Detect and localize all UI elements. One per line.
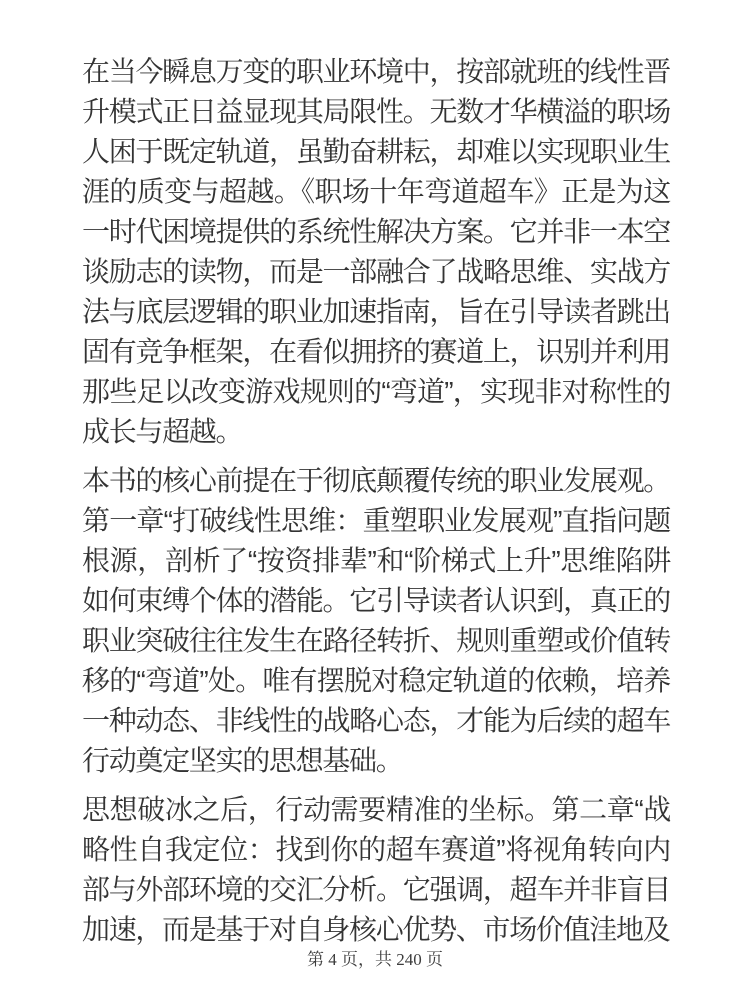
body-paragraph-3: 思想破冰之后，行动需要精准的坐标。第二章“战略性自我定位：找到你的超车赛道”将视角转向内部与外部环境的交汇分析。它强调，超车并非盲目加速，而是基于对自身核心优势、市场价值洼地及 <box>82 794 670 945</box>
body-paragraph-2: 本书的核心前提在于彻底颠覆传统的职业发展观。第一章“打破线性思维：重塑职业发展观”直指问题根源，剖析了“按资排辈”和“阶梯式上升”思维陷阱如何束缚个体的潜能。它引导读者认识到，真正的职业突破往往发生在路径转折、规则重塑或价值转移的“弯道”处。唯有摆脱对稳定轨道的依赖，培养一种动态、非线性的战略心态，才能为后续的超车行动奠定坚实的思想基础。 <box>82 465 670 776</box>
page-number-footer: 第 4 页，共 240 页 <box>307 950 443 969</box>
page-body-text <box>82 52 670 959</box>
body-paragraph-1: 在当今瞬息万变的职业环境中，按部就班的线性晋升模式正日益显现其局限性。无数才华横溢的职场人困于既定轨道，虽勤奋耕耘，却难以实现职业生涯的质变与超越。《职场十年弯道超车》正是为这一时代困境提供的系统性解决方案。它并非一本空谈励志的读物，而是一部融合了战略思维、实战方法与底层逻辑的职业加速指南，旨在引导读者跳出固有竞争框架，在看似拥挤的赛道上，识别并利用那些足以改变游戏规则的“弯道”，实现非对称性的成长与超越。 <box>82 56 670 447</box>
